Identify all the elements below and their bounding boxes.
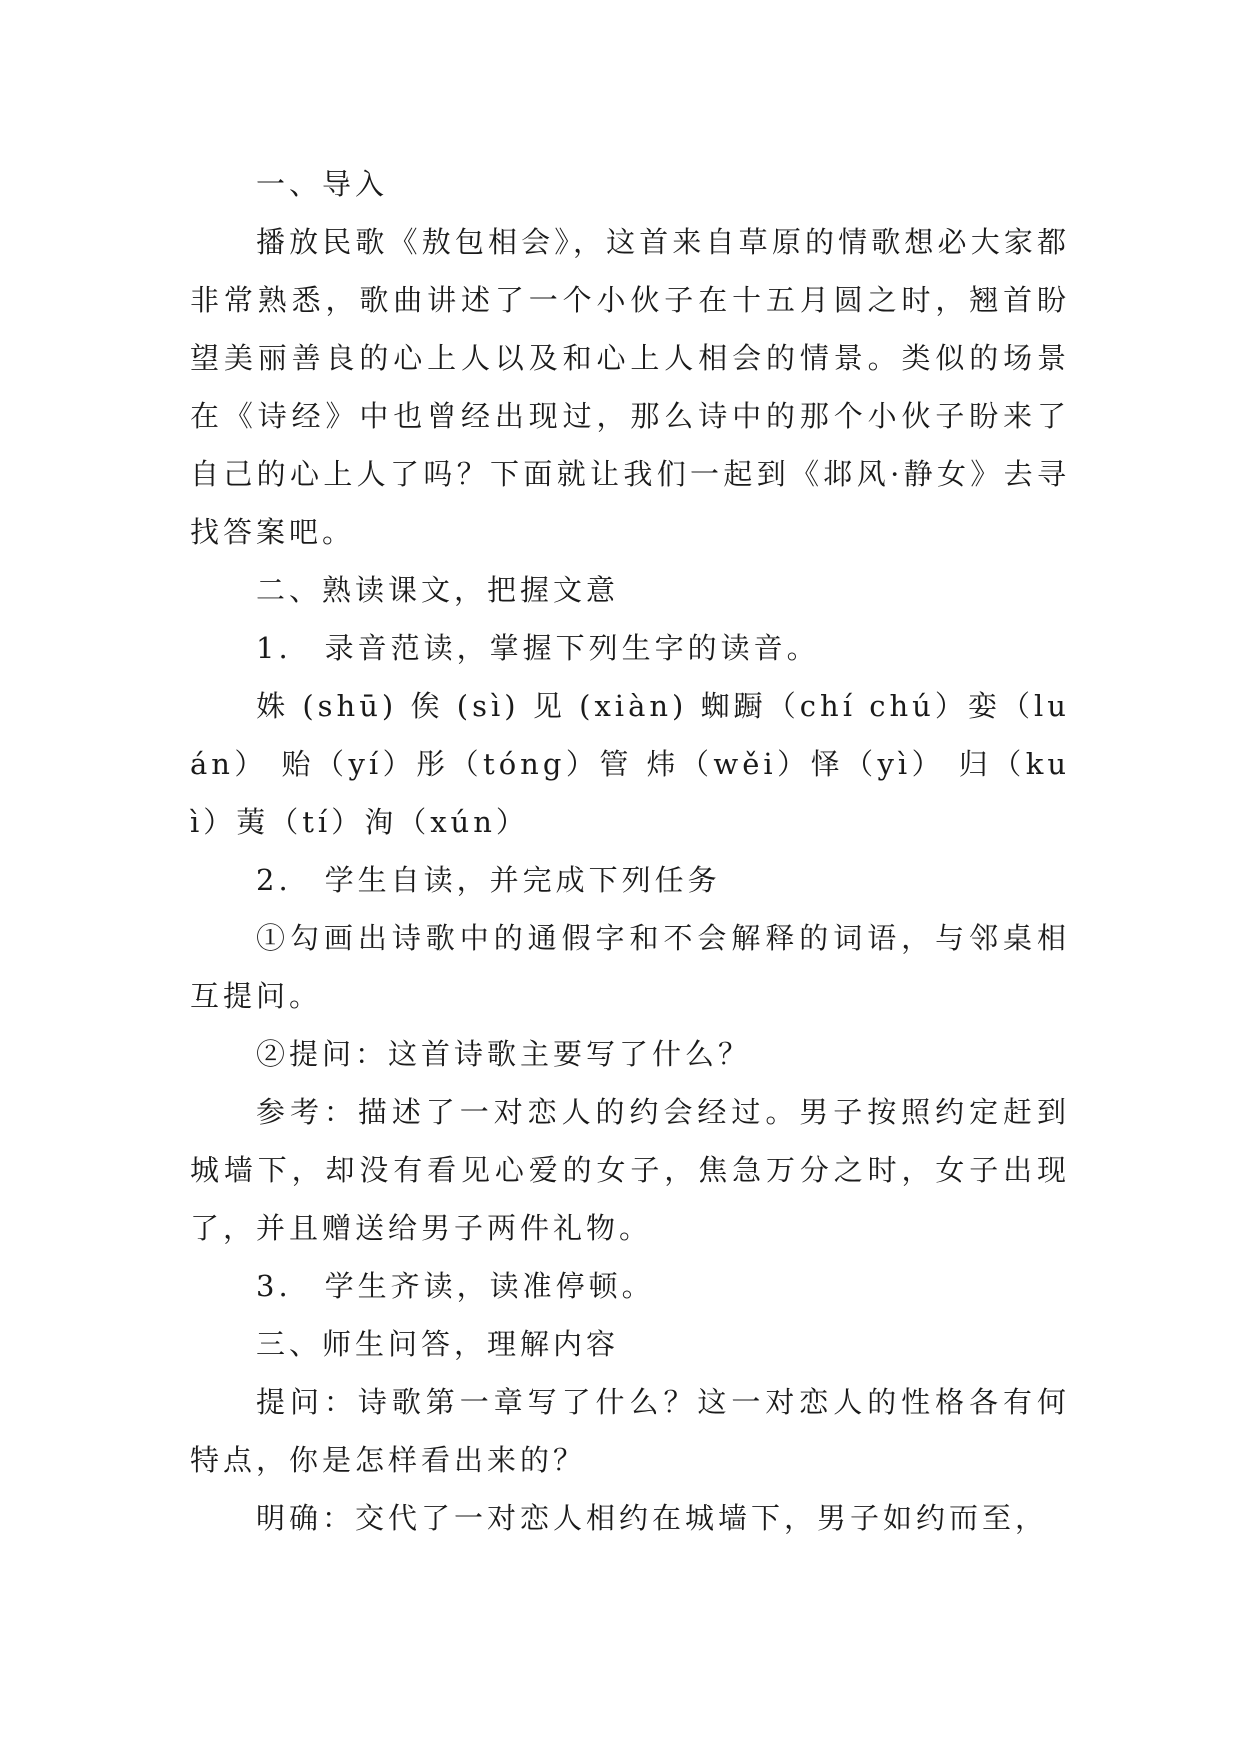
reference-answer: 参考：描述了一对恋人的约会经过。男子按照约定赶到城墙下，却没有看见心爱的女子，焦急万分之时，女子出现了，并且赠送给男子两件礼物。 <box>190 1095 1070 1245</box>
step-3: 3. 学生齐读，读准停顿。 <box>256 1269 655 1303</box>
step-2: 2. 学生自读，并完成下列任务 <box>256 863 721 897</box>
question-1: 提问：诗歌第一章写了什么？这一对恋人的性格各有何特点，你是怎样看出来的？ <box>190 1385 1070 1477</box>
heading-introduction: 一、导入 <box>256 167 389 201</box>
paragraph-introduction: 播放民歌《敖包相会》，这首来自草原的情歌想必大家都非常熟悉，歌曲讲述了一个小伙子在十五月圆之时，翘首盼望美丽善良的心上人以及和心上人相会的情景。类似的场景在《诗经》中也曾经出现过，那么诗中的那个小伙子盼来了自己的心上人了吗？下面就让我们一起到《邶风·静女》去寻找答案吧。 <box>190 225 1070 549</box>
document-body <box>190 155 1070 1547</box>
pronunciation-list: 姝 (shū) 俟 (sì) 见 (xiàn) 蜘蹰（chí chú）娈（luán） 贻（yí）彤（tóng）管 炜（wěi）怿（yì） 归（kuì）荑（tí）洵（xún） <box>190 689 1070 839</box>
task-2: ②提问：这首诗歌主要写了什么？ <box>256 1037 752 1071</box>
task-1: ①勾画出诗歌中的通假字和不会解释的词语，与邻桌相互提问。 <box>190 921 1070 1013</box>
step-1: 1. 录音范读，掌握下列生字的读音。 <box>256 631 820 665</box>
heading-reading: 二、熟读课文，把握文意 <box>256 573 620 607</box>
heading-qa: 三、师生问答，理解内容 <box>256 1327 620 1361</box>
answer-1: 明确：交代了一对恋人相约在城墙下，男子如约而至， <box>256 1501 1049 1535</box>
